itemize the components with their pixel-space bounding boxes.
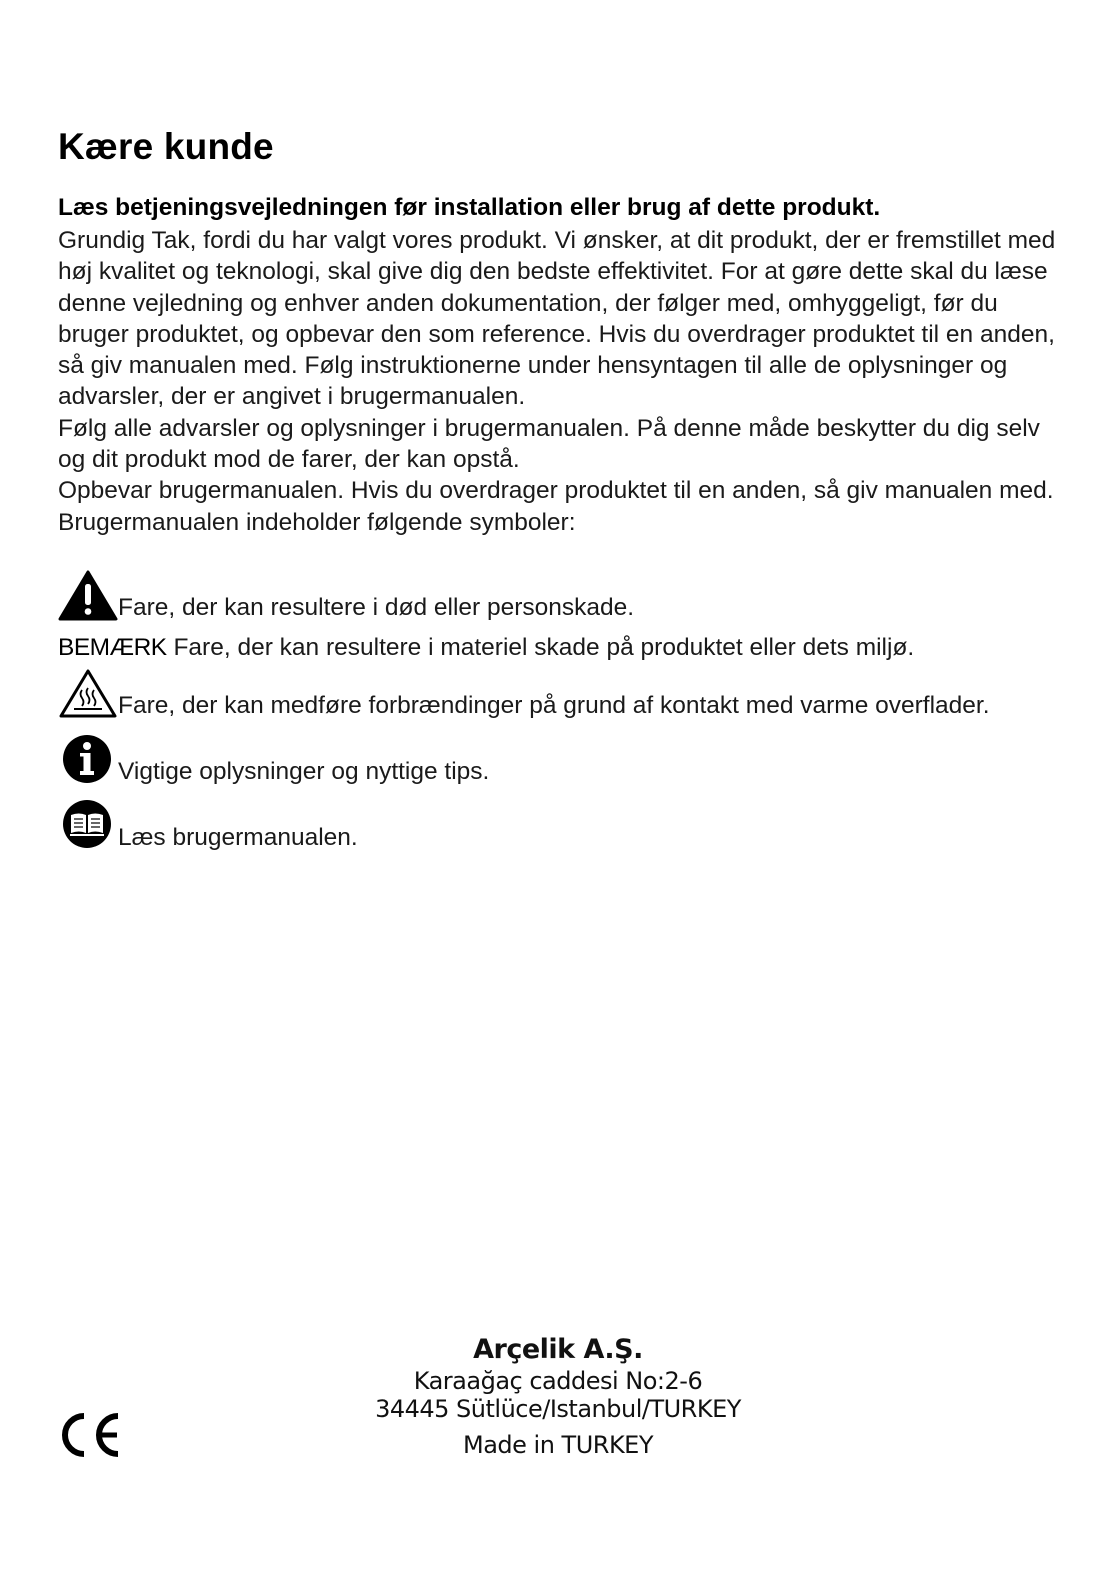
made-in: Made in TURKEY: [462, 1431, 653, 1459]
address-line-2: 34445 Sütlüce/Istanbul/TURKEY: [375, 1395, 741, 1423]
intro-text: [58, 225, 1058, 538]
paragraph-warnings: Følg alle advarsler og oplysninger i brugermanualen. På denne måde beskytter du dig selv og dit produkt mod de farer, der kan opstå.: [58, 414, 1040, 474]
symbol-info-text: Vigtige oplysninger og nyttige tips.: [118, 758, 490, 785]
note-label: BEMÆRK: [58, 634, 167, 661]
company-name: Arçelik A.Ş.: [473, 1334, 643, 1365]
address-line-1: Karaağaç caddesi No:2-6: [413, 1367, 703, 1395]
manual-book-icon: [58, 800, 118, 852]
ce-mark-icon: [57, 1412, 123, 1458]
symbol-read-manual-text: Læs brugermanualen.: [118, 824, 358, 851]
paragraph-symbols-intro: Brugermanualen indeholder følgende symboler:: [58, 508, 576, 536]
paragraph-keep-manual: Opbevar brugermanualen. Hvis du overdrager produktet til en anden, så giv manualen med.: [58, 477, 1054, 505]
warning-triangle-icon: [58, 570, 118, 622]
page-title: Kære kunde: [58, 126, 274, 167]
info-icon: [58, 734, 118, 786]
symbol-hot-surface: [58, 668, 990, 720]
lead-instruction: Læs betjeningsvejledningen før installation eller brug af dette produkt.: [58, 194, 881, 221]
note-text: Fare, der kan resultere i materiel skade på produktet eller dets miljø.: [173, 634, 915, 661]
symbol-read-manual: [58, 800, 358, 852]
symbol-danger: [58, 570, 634, 622]
manufacturer-info: [330, 1333, 786, 1459]
symbol-info: [58, 734, 489, 786]
paragraph-intro: Grundig Tak, fordi du har valgt vores produkt. Vi ønsker, at dit produkt, der er fremstillet med høj kvalitet og teknologi, skal give dig den bedste effektivitet. For at gøre dette skal du læse denne vejledning og enhver anden dokumentation, der følger med, omhyggeligt, før du bruger produktet, og opbevar den som reference. Hvis du overdrager produktet til en anden, så giv manualen med. Følg instruktionerne under hensyntagen til alle de oplysninger og advarsler, der er angivet i brugermanualen.: [58, 227, 1056, 411]
hot-surface-icon: [58, 668, 118, 720]
note-row: [58, 634, 914, 662]
symbol-danger-text: Fare, der kan resultere i død eller personskade.: [118, 594, 635, 621]
symbol-hot-surface-text: Fare, der kan medføre forbrændinger på grund af kontakt med varme overflader.: [118, 692, 990, 719]
